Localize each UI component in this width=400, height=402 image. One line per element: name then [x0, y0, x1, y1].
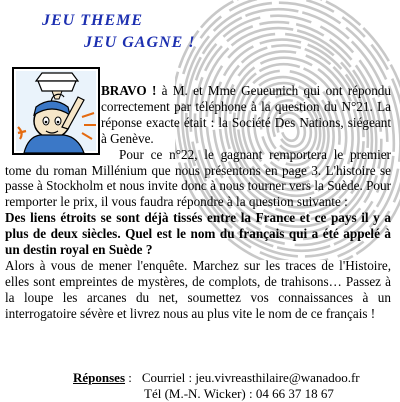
- prize-paragraph: Pour ce n°22, le gagnant remportera le premier tome du roman Millénium que nous présentons en page 3. L'histoire se passe à Stockholm et nous invite donc à nous tourner vers la Suède. Pour remporter le prix, il vous faudra répondre à la question suivante :: [5, 146, 391, 210]
- question-text: Des liens étroits se sont déjà tissés entre la France et ce pays il y a plus de deux siècles. Quel est le nom du français qui a été appelé à un destin royal en Suède ?: [5, 210, 391, 258]
- answers-block: [73, 370, 360, 401]
- investigation-paragraph: Alors à vous de mener l'enquête. Marchez sur les traces de l'Histoire, elles sont empreintes de mystères, de complots, de trahisons… Passez à la loupe les arcanes du net, soumettez vos connaissances à un interrogatoire sévère et livrez nous au plus vite le nom de ce français !: [5, 257, 391, 321]
- email-row: [73, 370, 360, 386]
- phone-contact: Tél (M.-N. Wicker) : 04 66 37 18 67: [144, 385, 334, 401]
- game-title-line1: JEU THEME: [42, 12, 144, 29]
- intro-text: à M. et Mme Geueunich qui ont répondu correctement par téléphone à la question du N°21. La réponse exacte était : la Société Des Nations, siégeant à Genève.: [101, 83, 391, 146]
- article-body: [5, 83, 391, 322]
- answers-colon: :: [125, 370, 132, 385]
- game-title-line2: JEU GAGNE !: [84, 34, 196, 51]
- bravo-label: BRAVO !: [101, 83, 157, 98]
- email-contact[interactable]: Courriel : jeu.vivreasthilaire@wanadoo.fr: [141, 370, 360, 385]
- question-paragraph: [5, 210, 391, 258]
- answers-label: Réponses: [73, 370, 126, 385]
